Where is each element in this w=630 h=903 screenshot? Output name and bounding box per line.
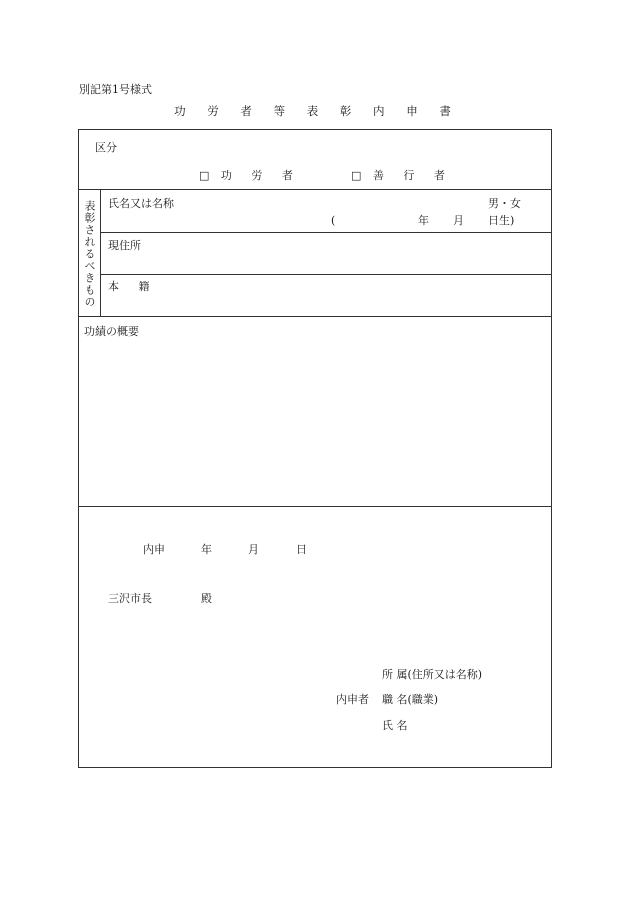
submission-date-prefix: 内申: [143, 543, 165, 556]
option-good-deed[interactable]: [351, 170, 453, 181]
birthdate-paren: (: [331, 214, 336, 227]
position-label: 職 名(職業): [382, 693, 439, 706]
submission-month-label: 月: [248, 543, 259, 556]
form-number: 別記第1号様式: [79, 83, 152, 96]
divider: [100, 189, 101, 316]
domicile-label: 本 籍: [108, 280, 158, 293]
divider: [79, 316, 551, 317]
application-form: [78, 129, 552, 768]
address-label: 現住所: [108, 239, 141, 252]
affiliation-label: 所 属(住所又は名称): [382, 668, 483, 681]
birth-month-label: 月: [453, 214, 464, 227]
option-meritorious[interactable]: [199, 170, 301, 181]
honorific: 殿: [201, 592, 212, 605]
applicant-name-label: 氏 名: [382, 719, 408, 732]
submission-year-label: 年: [201, 543, 212, 556]
name-label: 氏名又は名称: [108, 197, 174, 210]
checkbox-icon[interactable]: □: [351, 169, 362, 182]
checkbox-icon[interactable]: □: [199, 169, 210, 182]
birth-day-label: 日生): [488, 214, 515, 227]
category-label: 区分: [95, 141, 117, 154]
document-title: 功 労 者 等 表 彰 内 申 書: [174, 104, 460, 118]
divider: [79, 189, 551, 190]
achievements-label: 功績の概要: [84, 325, 139, 338]
divider: [100, 232, 551, 233]
divider: [79, 506, 551, 507]
option-label: 功 労 者: [220, 169, 301, 182]
nominee-section-label: 表彰されるべきもの: [83, 200, 96, 308]
addressee: 三沢市長: [108, 592, 152, 605]
gender-choice[interactable]: 男・女: [488, 197, 521, 210]
option-label: 善 行 者: [372, 169, 453, 182]
applicant-label: 内申者: [336, 693, 369, 706]
divider: [100, 274, 551, 275]
birth-year-label: 年: [418, 214, 429, 227]
submission-day-label: 日: [296, 543, 307, 556]
